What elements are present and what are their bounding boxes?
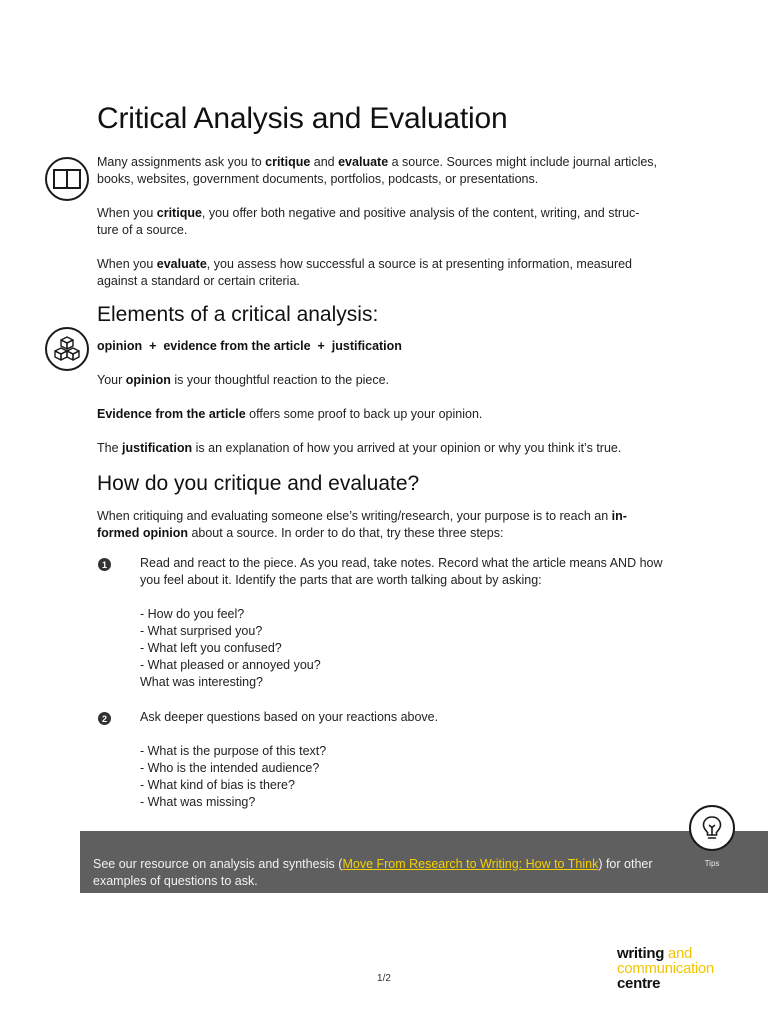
- text: The: [97, 441, 123, 455]
- intro-paragraph-1: [97, 154, 697, 188]
- text: a source. Sources might include journal articles,: [388, 155, 658, 169]
- text: ture of a source.: [97, 223, 188, 237]
- elements-formula: opinion + evidence from the article + justification: [97, 339, 402, 353]
- text: you feel about it. Identify the parts that are worth talking about by asking:: [140, 573, 542, 587]
- step-2: [140, 709, 710, 811]
- step-2-text: Ask deeper questions based on your reactions above.: [140, 710, 439, 724]
- term-justification: justification: [122, 441, 193, 455]
- list-item: - What left you confused?: [140, 641, 282, 655]
- term-critique: critique: [156, 206, 202, 220]
- term-evaluate: evaluate: [156, 257, 207, 271]
- text: When you: [97, 257, 157, 271]
- text: Your: [97, 373, 126, 387]
- text: against a standard or certain criteria.: [97, 274, 300, 288]
- step-2-questions: [140, 743, 710, 811]
- text: is an explanation of how you arrived at your opinion or why you think it’s true.: [192, 441, 622, 455]
- tip-resource-link[interactable]: Move From Research to Writing: How to Think: [342, 856, 599, 871]
- text: books, websites, government documents, portfolios, podcasts, or presentations.: [97, 172, 539, 186]
- list-item: - What kind of bias is there?: [140, 778, 295, 792]
- intro-paragraph-3: [97, 256, 697, 290]
- text: When critiquing and evaluating someone else’s writing/research, your purpose is to reach an: [97, 509, 612, 523]
- text: When you: [97, 206, 157, 220]
- step-1: [140, 555, 710, 691]
- how-heading: How do you critique and evaluate?: [97, 472, 420, 495]
- tips-label: Tips: [704, 859, 720, 868]
- step-1-number: 1: [98, 558, 111, 571]
- text: Many assignments ask you to: [97, 155, 266, 169]
- term-informed: in-: [611, 509, 627, 523]
- step-1-text: [140, 555, 710, 589]
- cubes-icon: [45, 327, 89, 371]
- term-informed-opinion: formed opinion: [97, 526, 188, 540]
- text: offers some proof to back up your opinion.: [245, 407, 483, 421]
- text: is your thoughtful reaction to the piece.: [170, 373, 390, 387]
- step-1-questions: [140, 606, 710, 691]
- wcc-logo: [617, 946, 714, 991]
- page-title: Critical Analysis and Evaluation: [97, 102, 508, 135]
- elements-heading: Elements of a critical analysis:: [97, 303, 379, 326]
- logo-word: centre: [617, 975, 661, 992]
- term-opinion: opinion: [125, 373, 171, 387]
- text: , you assess how successful a source is at presenting information, measured: [206, 257, 633, 271]
- intro-section: [97, 154, 697, 290]
- text: ) for other: [598, 856, 653, 871]
- opinion-paragraph: [97, 372, 389, 389]
- term-evidence: Evidence from the article: [97, 407, 246, 421]
- text: Read and react to the piece. As you read, take notes. Record what the article means AND how: [140, 556, 663, 570]
- term-critique: critique: [265, 155, 311, 169]
- intro-paragraph-2: [97, 205, 697, 239]
- step-2-number: 2: [98, 712, 111, 725]
- tip-text: [93, 856, 683, 891]
- how-intro: [97, 508, 697, 542]
- list-item: - How do you feel?: [140, 607, 245, 621]
- list-item: - Who is the intended audience?: [140, 761, 320, 775]
- list-item: - What pleased or annoyed you?: [140, 658, 321, 672]
- list-item: - What surprised you?: [140, 624, 263, 638]
- text: and: [310, 155, 339, 169]
- text: , you offer both negative and positive analysis of the content, writing, and struc-: [201, 206, 640, 220]
- logo-word: writing: [617, 945, 665, 962]
- book-icon: [45, 157, 89, 201]
- text: about a source. In order to do that, try these three steps:: [187, 526, 504, 540]
- logo-word: communication: [617, 960, 714, 977]
- list-item: - What was missing?: [140, 795, 256, 809]
- page-number: 1/2: [377, 973, 391, 984]
- list-item: What was interesting?: [140, 675, 263, 689]
- text: See our resource on analysis and synthesis (: [93, 856, 343, 871]
- term-evaluate: evaluate: [338, 155, 389, 169]
- evidence-paragraph: [97, 406, 482, 423]
- list-item: - What is the purpose of this text?: [140, 744, 327, 758]
- justification-paragraph: [97, 440, 621, 457]
- lightbulb-icon: [689, 805, 735, 851]
- text: examples of questions to ask.: [93, 874, 258, 888]
- logo-word: and: [664, 945, 693, 962]
